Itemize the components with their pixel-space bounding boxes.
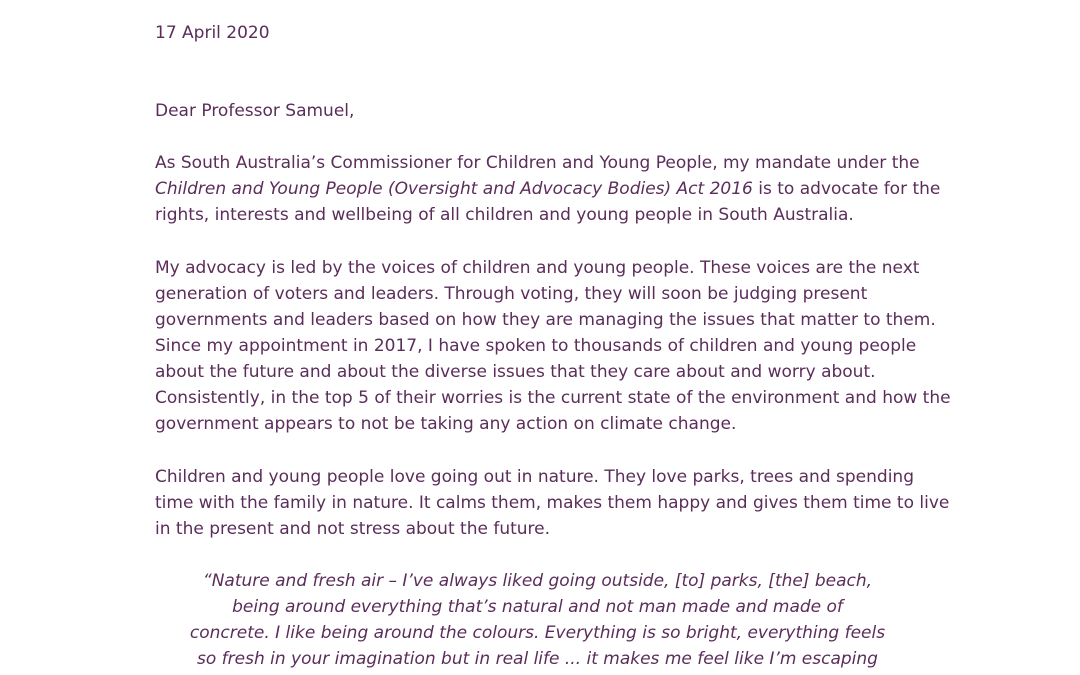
block-quote — [155, 568, 920, 672]
quote-line: so fresh in your imagination but in real life ... it makes me feel like I’m escaping — [197, 649, 878, 669]
paragraph-line — [155, 176, 940, 202]
paragraph-line: Since my appointment in 2017, I have spoken to thousands of children and young people — [155, 336, 917, 356]
paragraph-line: Children and young people love going out in nature. They love parks, trees and spending — [155, 467, 914, 487]
paragraph-line: about the future and about the diverse issues that they care about and worry about. — [155, 362, 876, 382]
paragraph-line: My advocacy is led by the voices of children and young people. These voices are the next — [155, 258, 920, 278]
paragraph-advocacy — [155, 255, 951, 437]
paragraph-nature — [155, 464, 949, 542]
quote-line: being around everything that’s natural and not man made and made of — [232, 597, 843, 617]
paragraph-line: generation of voters and leaders. Through voting, they will soon be judging present — [155, 284, 868, 304]
paragraph-mandate — [155, 150, 940, 228]
paragraph-line: As South Australia’s Commissioner for Children and Young People, my mandate under the — [155, 153, 920, 173]
paragraph-line: rights, interests and wellbeing of all children and young people in South Australia. — [155, 205, 854, 225]
paragraph-line: time with the family in nature. It calms them, makes them happy and gives them time to live — [155, 493, 950, 513]
quote-line: concrete. I like being around the colours. Everything is so bright, everything feels — [189, 623, 886, 643]
letter-date: 17 April 2020 — [155, 23, 270, 43]
paragraph-line: Consistently, in the top 5 of their worries is the current state of the environment and how the — [155, 388, 951, 408]
salutation: Dear Professor Samuel, — [155, 101, 355, 121]
paragraph-line: government appears to not be taking any action on climate change. — [155, 414, 737, 434]
act-title: Children and Young People (Oversight and Advocacy Bodies) Act 2016 — [155, 179, 753, 199]
quote-line: “Nature and fresh air – I’ve always liked going outside, [to] parks, [the] beach, — [202, 571, 873, 591]
paragraph-line: in the present and not stress about the future. — [155, 519, 551, 539]
paragraph-line: governments and leaders based on how they are managing the issues that matter to them. — [155, 310, 936, 330]
paragraph-line-rest: is to advocate for the — [752, 179, 941, 199]
